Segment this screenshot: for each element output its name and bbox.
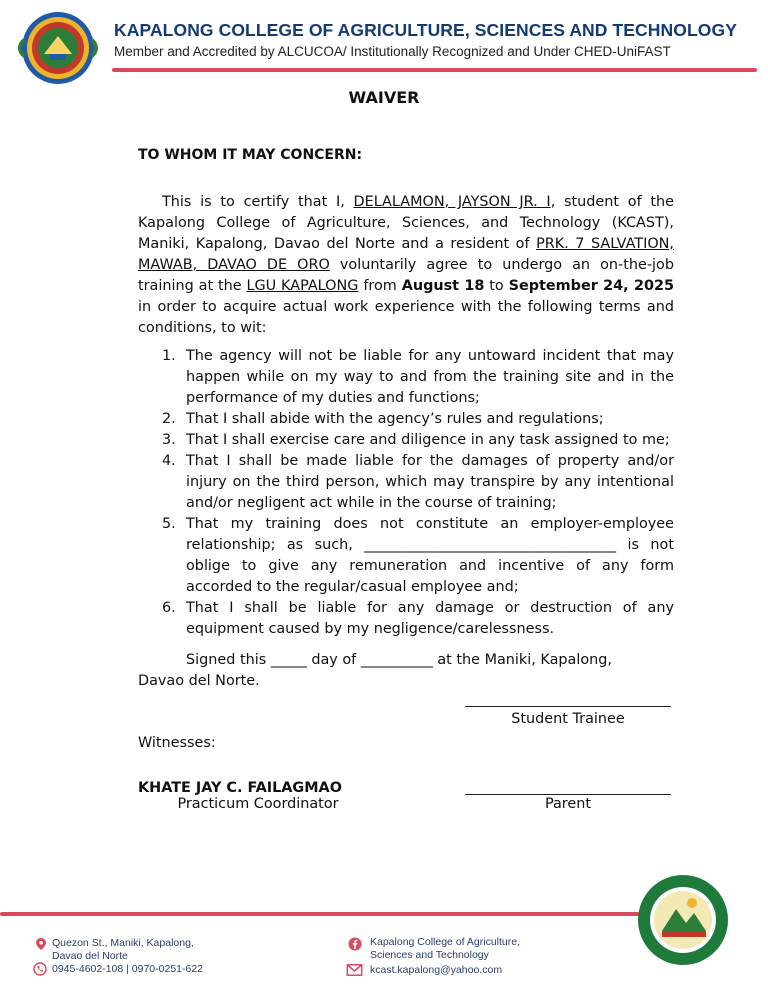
date-from: August 18 xyxy=(401,278,485,294)
phone-icon xyxy=(33,962,47,976)
list-item xyxy=(138,409,674,430)
footer-address xyxy=(52,937,194,962)
location-pin-icon xyxy=(34,937,48,951)
witnesses-label: Witnesses: xyxy=(138,735,216,751)
facebook-line-2: Sciences and Technology xyxy=(370,948,489,961)
intro-text-6: in order to acquire actual work experience with the following terms and conditions, to wit: xyxy=(138,299,674,336)
parent-signature-line xyxy=(465,794,671,795)
term-number: 4. xyxy=(162,453,176,469)
org-subtitle: Member and Accredited by ALCUCOA/ Institutionally Recognized and Under CHED-UniFAST xyxy=(114,44,671,59)
terms-list xyxy=(138,346,674,640)
term-number: 6. xyxy=(162,600,176,616)
term-number: 1. xyxy=(162,348,176,364)
footer-email: kcast.kapalong@yahoo.com xyxy=(370,964,503,976)
intro-text-3: voluntarily agree to undergo an on-the-job training at the xyxy=(138,257,674,294)
date-to: September 24, 2025 xyxy=(508,278,674,294)
term-number: 3. xyxy=(162,432,176,448)
intro-text-5: to xyxy=(484,278,509,294)
term-number: 2. xyxy=(162,411,176,427)
intro-text-4: from xyxy=(358,278,402,294)
footer-facebook xyxy=(370,936,520,961)
signed-statement xyxy=(138,650,678,692)
list-item xyxy=(138,598,674,640)
intro-text-2: , student of the Kapalong College of Agriculture, Sciences, and Technology (KCAST), Maniki, Kapalong, Davao del Norte and a resident of xyxy=(138,194,674,252)
document-title: WAIVER xyxy=(348,88,420,107)
list-item xyxy=(138,346,674,409)
header-divider xyxy=(112,68,757,72)
term-text: That I shall be made liable for the damages of property and/or injury on the third person, which may transpire by any intentional and/or negligent act while in the course of training; xyxy=(186,453,674,511)
org-name: KAPALONG COLLEGE OF AGRICULTURE, SCIENCES AND TECHNOLOGY xyxy=(114,20,737,40)
list-item xyxy=(138,514,674,598)
intro-text-1: This is to certify that I, xyxy=(162,194,354,210)
coordinator-name: KHATE JAY C. FAILAGMAO xyxy=(138,780,342,796)
footer-divider xyxy=(0,912,660,916)
term-text: That my training does not constitute an employer-employee relationship; as such, ___________________________________ is not oblige to give any remuneration and incentive of any form accorded to the regular/casual employee and; xyxy=(186,516,674,595)
term-text: That I shall be liable for any damage or destruction of any equipment caused by my negligence/carelessness. xyxy=(186,600,674,637)
term-text: The agency will not be liable for any untoward incident that may happen while on my way to and from the training site and in the performance of my duties and functions; xyxy=(186,348,674,406)
signed-line-1: Signed this _____ day of __________ at the Maniki, Kapalong, xyxy=(186,652,612,668)
list-item xyxy=(138,451,674,514)
bayan-ng-kapalong-seal-icon xyxy=(636,873,730,967)
address-line-1: Quezon St., Maniki, Kapalong, xyxy=(52,937,194,949)
list-item xyxy=(138,430,674,451)
term-text: That I shall exercise care and diligence in any task assigned to me; xyxy=(186,432,670,448)
facebook-line-1: Kapalong College of Agriculture, xyxy=(370,936,521,948)
term-number: 5. xyxy=(162,516,176,532)
student-trainee-label: Student Trainee xyxy=(511,711,625,727)
footer-phone: 0945-4602-108 | 0970-0251-622 xyxy=(52,963,204,975)
college-seal-icon xyxy=(14,10,102,86)
address-line-2: Davao del Norte xyxy=(52,949,128,962)
student-address: PRK. 7 SALVATION, MAWAB, DAVAO DE ORO xyxy=(138,236,674,273)
mail-icon xyxy=(346,964,363,976)
training-agency: LGU KAPALONG xyxy=(246,278,359,294)
intro-paragraph xyxy=(138,192,674,339)
salutation: TO WHOM IT MAY CONCERN: xyxy=(138,147,363,163)
student-name: DELALAMON, JAYSON JR. I xyxy=(353,194,551,210)
term-text: That I shall abide with the agency’s rules and regulations; xyxy=(186,411,604,427)
signed-line-2: Davao del Norte. xyxy=(138,673,260,689)
student-signature-line xyxy=(465,706,671,707)
coordinator-title: Practicum Coordinator xyxy=(177,796,339,812)
facebook-icon xyxy=(348,937,362,951)
parent-label: Parent xyxy=(544,796,592,812)
